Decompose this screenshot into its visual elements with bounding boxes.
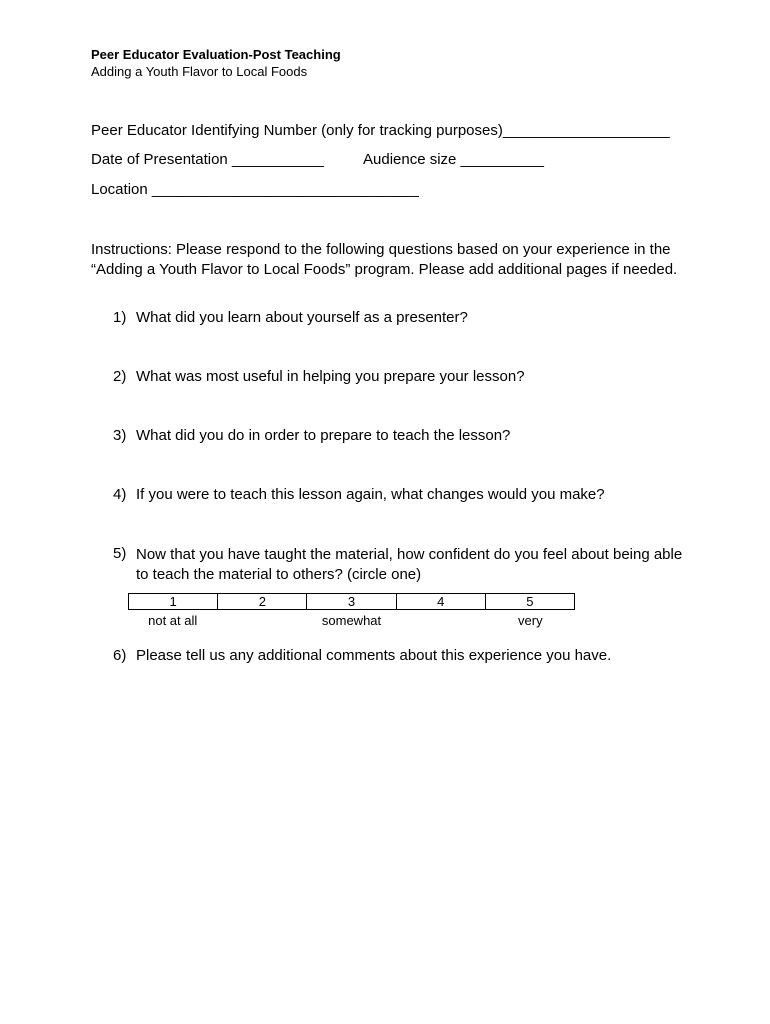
confidence-scale-labels [128,613,575,628]
date-of-presentation-field: Date of Presentation ___________ [91,151,324,168]
identifying-number-field: Peer Educator Identifying Number (only for tracking purposes)____________________ [91,122,670,139]
form-title: Peer Educator Evaluation-Post Teaching [91,47,341,62]
scale-label-low: not at all [148,613,198,628]
question-text: What did you learn about yourself as a presenter? [136,309,468,326]
scale-value-4[interactable]: 4 [397,594,486,609]
scale-label-mid: somewhat [321,613,382,628]
audience-size-field: Audience size __________ [363,151,544,168]
question-number: 6) [113,647,127,664]
question-text: Please tell us any additional comments about this experience you have. [136,647,612,664]
question-number: 3) [113,427,127,444]
question-number: 4) [113,486,127,503]
scale-value-1[interactable]: 1 [129,594,218,609]
question-text: Now that you have taught the material, how confident do you feel about being able to teach the material to others? (circle one) [136,546,683,583]
scale-value-3[interactable]: 3 [307,594,396,609]
location-field: Location ________________________________ [91,181,419,198]
instructions-text: Instructions: Please respond to the following questions based on your experience in the “Adding a Youth Flavor to Local Foods” program. Please add additional pages if needed. [91,241,678,278]
scale-label-high: very [518,613,543,628]
confidence-scale-table [128,593,575,610]
form-subtitle: Adding a Youth Flavor to Local Foods [91,64,308,79]
question-text: What did you do in order to prepare to teach the lesson? [136,427,511,444]
question-number: 2) [113,368,127,385]
question-text: If you were to teach this lesson again, what changes would you make? [136,486,605,503]
scale-label-empty [396,613,485,628]
question-number: 1) [113,309,127,326]
scale-value-2[interactable]: 2 [218,594,307,609]
scale-value-5[interactable]: 5 [526,594,534,609]
scale-label-empty [217,613,306,628]
question-text: What was most useful in helping you prepare your lesson? [136,368,525,385]
question-number: 5) [113,545,127,562]
